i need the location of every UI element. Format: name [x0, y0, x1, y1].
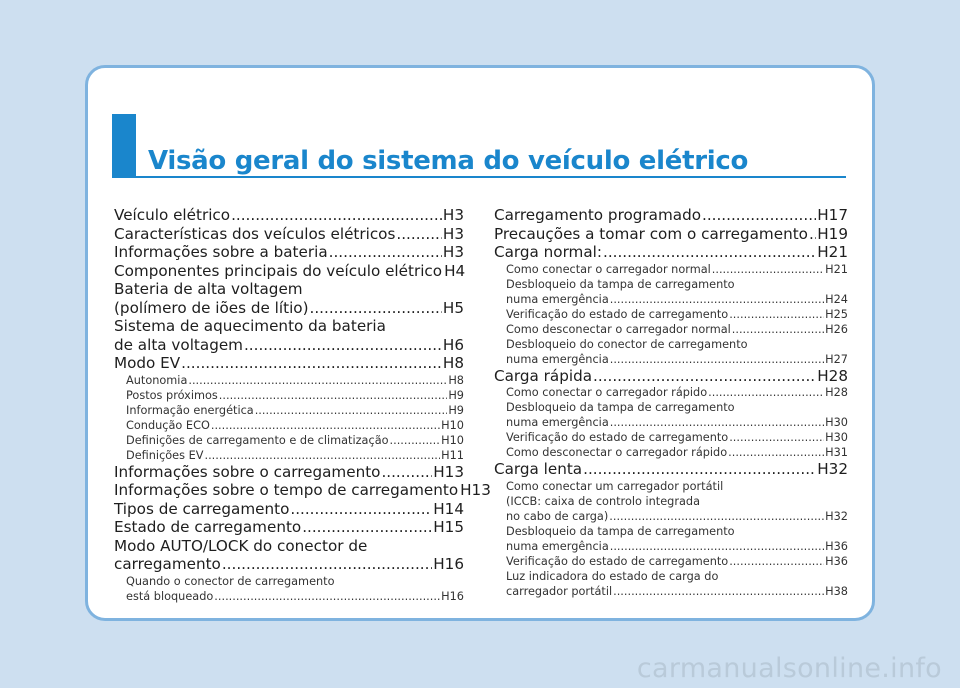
- toc-page-number: H9: [448, 403, 464, 417]
- toc-page-number: H10: [441, 418, 464, 432]
- toc-page-number: H27: [825, 352, 848, 366]
- toc-line: Desbloqueio do conector de carregamento: [506, 337, 748, 351]
- leader-dots: [290, 500, 432, 519]
- leader-dots: [222, 555, 432, 574]
- toc-page-number: H38: [825, 584, 848, 598]
- toc-page-number: H6: [442, 335, 464, 354]
- toc-entry-label: no cabo de carga): [506, 509, 609, 523]
- toc-page-number: H13: [460, 481, 491, 499]
- toc-entry[interactable]: [114, 418, 464, 433]
- toc-entry[interactable]: [494, 243, 848, 262]
- leader-dots: [329, 243, 442, 262]
- toc-entry[interactable]: [114, 262, 464, 281]
- toc-page-number: H32: [825, 509, 848, 523]
- toc-entry[interactable]: [114, 500, 464, 519]
- leader-dots: [729, 307, 824, 322]
- toc-entry[interactable]: [494, 509, 848, 524]
- leader-dots: [729, 554, 824, 569]
- toc-entry-label: Condução ECO: [126, 418, 210, 432]
- toc-entry-label: Carga normal:: [494, 243, 602, 261]
- toc-entry-label: Informações sobre a bateria: [114, 243, 328, 261]
- leader-dots: [593, 367, 816, 386]
- toc-page-number: H9: [448, 388, 464, 402]
- toc-entry-label: Verificação do estado de carregamento: [506, 554, 729, 568]
- toc-entry-label: numa emergência: [506, 539, 609, 553]
- toc-line: Luz indicadora do estado de carga do: [506, 569, 719, 583]
- leader-dots: [244, 336, 442, 355]
- toc-page-number: H28: [825, 386, 848, 399]
- leader-dots: [204, 448, 440, 463]
- toc-entry-label: numa emergência: [506, 352, 609, 366]
- leader-dots: [381, 463, 432, 482]
- toc-entry[interactable]: [494, 415, 848, 430]
- toc-page-number: H15: [433, 518, 464, 536]
- toc-entry[interactable]: [494, 539, 848, 554]
- toc-entry[interactable]: [114, 463, 464, 482]
- toc-line: (ICCB: caixa de controlo integrada: [506, 494, 701, 508]
- toc-entry-label: Como desconectar o carregador rápido: [506, 446, 728, 459]
- leader-dots: [702, 206, 816, 225]
- toc-page-number: H13: [433, 462, 464, 481]
- toc-entry-label: Estado de carregamento: [114, 518, 302, 536]
- title-underline: [112, 176, 846, 178]
- toc-entry-label: Modo EV: [114, 354, 181, 372]
- toc-entry[interactable]: [494, 225, 848, 244]
- toc-entry-label: de alta voltagem: [114, 335, 243, 354]
- leader-dots: [181, 354, 442, 373]
- toc-entry-label: Informações sobre o carregamento: [114, 462, 381, 481]
- toc-left-column: [114, 206, 491, 604]
- leader-dots: [390, 433, 441, 448]
- toc-page-number: H21: [825, 262, 848, 276]
- toc-line: Sistema de aquecimento da bateria: [114, 317, 386, 335]
- toc-entry-label: Verificação do estado de carregamento: [506, 431, 729, 444]
- toc-line: Como conectar um carregador portátil: [506, 479, 724, 493]
- toc-entry-label: Postos próximos: [126, 388, 218, 402]
- toc-page-number: H3: [442, 206, 464, 224]
- toc-page-number: H10: [441, 433, 464, 447]
- leader-dots: [603, 243, 816, 262]
- toc-page-number: H5: [442, 298, 464, 317]
- leader-dots: [610, 415, 824, 430]
- toc-page-number: H11: [441, 448, 464, 462]
- toc-entry[interactable]: [114, 206, 464, 225]
- toc-page-number: H19: [817, 224, 848, 243]
- toc-entry[interactable]: [114, 354, 464, 373]
- leader-dots: [610, 292, 824, 307]
- toc-entry[interactable]: [494, 385, 848, 400]
- toc-entry[interactable]: [114, 518, 464, 537]
- toc-entry[interactable]: [114, 481, 491, 500]
- leader-dots: [712, 262, 824, 277]
- toc-entry[interactable]: [114, 336, 464, 355]
- toc-page-number: H28: [817, 366, 848, 385]
- toc-entry[interactable]: [114, 299, 464, 318]
- toc-page-number: H30: [825, 431, 848, 444]
- toc-line: Desbloqueio da tampa de carregamento: [506, 524, 735, 538]
- toc-page-number: H36: [825, 554, 848, 568]
- toc-entry[interactable]: [494, 554, 848, 569]
- leader-dots: [188, 373, 447, 388]
- toc-page-number: H16: [433, 555, 464, 573]
- toc-page-number: H25: [825, 307, 848, 321]
- toc-entry[interactable]: [114, 403, 464, 418]
- toc-entry[interactable]: [494, 322, 848, 337]
- title-accent-bar: [112, 114, 136, 176]
- toc-entry-label: numa emergência: [506, 416, 609, 429]
- toc-entry[interactable]: [494, 307, 848, 322]
- toc-entry[interactable]: [114, 433, 464, 448]
- toc-entry-label: (polímero de iões de lítio): [114, 298, 309, 317]
- toc-entry[interactable]: [494, 430, 848, 445]
- toc-entry-label: Informação energética: [126, 403, 254, 417]
- toc-entry-label: Veículo elétrico: [114, 206, 231, 224]
- toc-entry-label: Definições EV: [126, 448, 204, 462]
- toc-line: Bateria de alta voltagem: [114, 280, 303, 298]
- toc-entry[interactable]: [114, 555, 464, 574]
- leader-dots: [708, 385, 824, 400]
- toc-page-number: H8: [448, 373, 464, 387]
- toc-entry[interactable]: [494, 584, 848, 599]
- leader-dots: [583, 460, 816, 479]
- leader-dots: [613, 584, 824, 599]
- leader-dots: [214, 589, 440, 604]
- toc-page-number: H16: [441, 589, 464, 603]
- section-header: [112, 114, 846, 176]
- toc-page-number: H32: [817, 460, 848, 478]
- toc-entry[interactable]: [114, 225, 464, 244]
- toc-entry-label: Autonomia: [126, 373, 188, 387]
- toc-entry[interactable]: [114, 388, 464, 403]
- toc-page-number: H3: [442, 224, 464, 243]
- leader-dots: [732, 322, 824, 337]
- toc-entry[interactable]: [114, 243, 464, 262]
- toc-entry-label: Verificação do estado de carregamento: [506, 307, 729, 321]
- leader-dots: [231, 206, 442, 225]
- toc-entry-label: Tipos de carregamento: [114, 499, 290, 518]
- leader-dots: [610, 352, 824, 367]
- leader-dots: [219, 388, 448, 403]
- toc-entry-label: Definições de carregamento e de climatização: [126, 433, 389, 447]
- toc-entry[interactable]: [494, 292, 848, 307]
- toc-entry[interactable]: [494, 352, 848, 367]
- toc-page-number: H21: [817, 243, 848, 261]
- toc-entry-label: numa emergência: [506, 292, 609, 306]
- toc-entry-label: Como desconectar o carregador normal: [506, 322, 731, 336]
- toc-entry[interactable]: [494, 445, 848, 460]
- leader-dots: [396, 225, 442, 244]
- watermark: carmanualsonline.info: [636, 653, 942, 684]
- toc-entry[interactable]: [114, 373, 464, 388]
- toc-line: Quando o conector de carregamento: [126, 574, 335, 588]
- page-title: Visão geral do sistema do veículo elétrico: [148, 146, 749, 176]
- toc-page-number: H26: [825, 322, 848, 336]
- leader-dots: [610, 539, 824, 554]
- toc-entry-label: Precauções a tomar com o carregamento: [494, 224, 808, 243]
- leader-dots: [728, 445, 824, 460]
- toc-entry-label: Como conectar o carregador normal: [506, 262, 711, 276]
- leader-dots: [310, 299, 442, 318]
- toc-line: Desbloqueio da tampa de carregamento: [506, 401, 735, 414]
- toc-entry-label: está bloqueado: [126, 589, 214, 603]
- leader-dots: [255, 403, 448, 418]
- toc-line: Modo AUTO/LOCK do conector de: [114, 536, 368, 555]
- leader-dots: [211, 418, 440, 433]
- toc-entry[interactable]: [494, 262, 848, 277]
- toc-entry[interactable]: [494, 460, 848, 479]
- leader-dots: [302, 518, 432, 537]
- toc-entry[interactable]: [114, 589, 464, 604]
- toc-page-number: H31: [825, 446, 848, 459]
- toc-entry-label: Carregamento programado: [494, 206, 701, 224]
- toc-entry-label: Como conectar o carregador rápido: [506, 386, 708, 399]
- toc-entry-label: Carga rápida: [494, 366, 593, 385]
- toc-line: Desbloqueio da tampa de carregamento: [506, 277, 735, 291]
- toc-right-column: [494, 206, 848, 599]
- toc-entry-label: carregamento: [114, 555, 221, 573]
- toc-entry[interactable]: [494, 206, 848, 225]
- toc-page-number: H14: [433, 499, 464, 518]
- toc-entry[interactable]: [114, 448, 464, 463]
- toc-entry-label: Componentes principais do veículo elétrico: [114, 261, 443, 280]
- toc-entry-label: Características dos veículos elétricos: [114, 224, 396, 243]
- toc-page-number: H4: [444, 261, 466, 280]
- toc-page-number: H30: [825, 416, 848, 429]
- toc-page-number: H36: [825, 539, 848, 553]
- leader-dots: [729, 430, 824, 445]
- leader-dots: [609, 509, 824, 524]
- toc-entry[interactable]: [494, 367, 848, 386]
- leader-dots: [809, 225, 816, 244]
- toc-entry-label: Carga lenta: [494, 460, 583, 478]
- toc-page-number: H24: [825, 292, 848, 306]
- toc-entry-label: carregador portátil: [506, 584, 613, 598]
- toc-page-number: H17: [817, 206, 848, 224]
- toc-entry-label: Informações sobre o tempo de carregamento: [114, 481, 459, 499]
- toc-page-number: H8: [442, 354, 464, 372]
- toc-page-number: H3: [442, 243, 464, 261]
